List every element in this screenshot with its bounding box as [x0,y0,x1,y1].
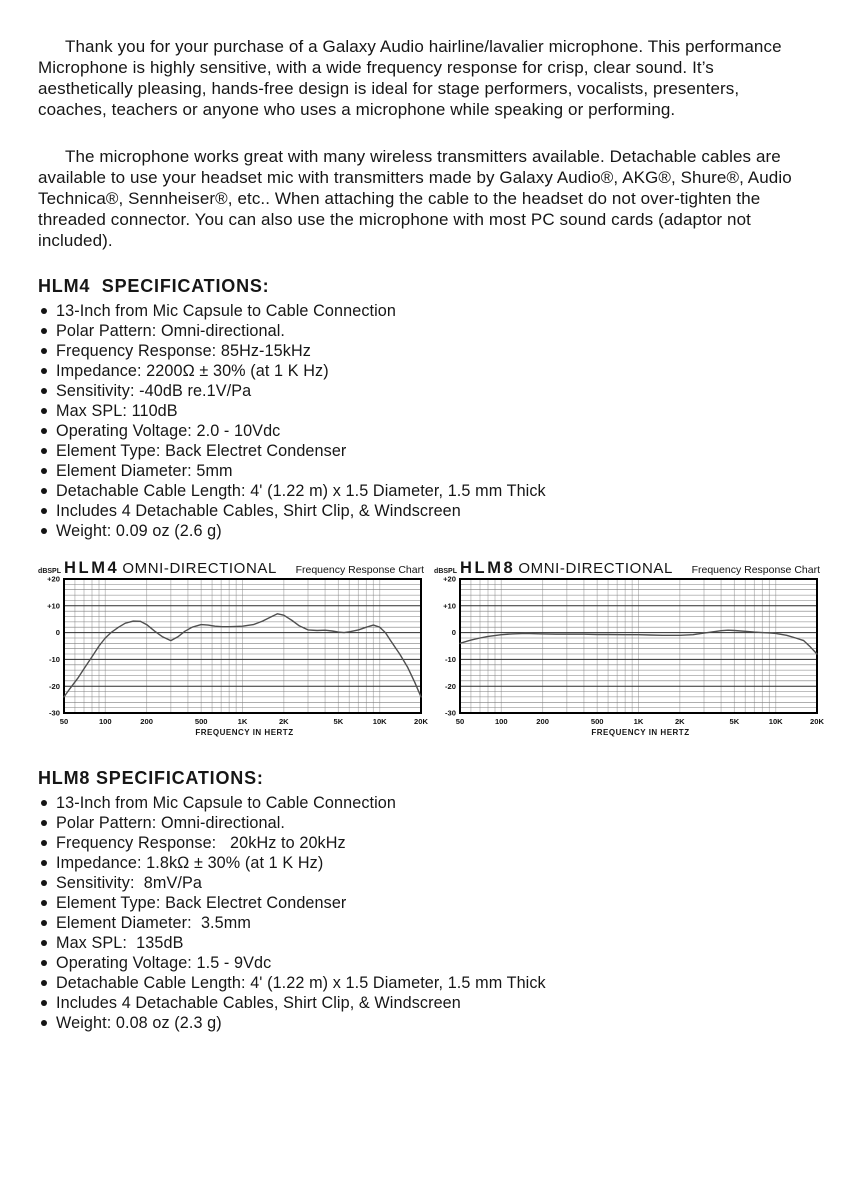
hlm4-frequency-response-chart [38,559,428,737]
y-axis-tick-label: 0 [451,628,456,638]
x-axis-tick-label: 5K [729,717,740,726]
bullet-icon [41,348,47,354]
spec-item [38,973,812,993]
spec-text: Element Diameter: 3.5mm [56,914,251,932]
bullet-icon [41,488,47,494]
spec-item [38,833,812,853]
y-axis-unit-label: dBSPL [38,568,61,575]
spec-text: 13-Inch from Mic Capsule to Cable Connection [56,794,397,812]
chart-title-right: Frequency Response Chart [295,564,424,576]
bullet-icon [41,408,47,414]
spec-item [38,873,812,893]
spec-text: Weight: 0.09 oz (2.6 g) [56,522,222,540]
y-axis-tick-label: -30 [49,708,60,718]
y-axis-tick-label: -10 [445,655,456,664]
spec-text: Includes 4 Detachable Cables, Shirt Clip, & Windscreen [56,994,461,1012]
x-axis-tick-label: 500 [194,717,208,726]
y-axis-tick-label: -10 [49,655,60,664]
spec-item [38,933,812,953]
bullet-icon [41,840,47,846]
spec-item [38,893,812,913]
spec-item [38,501,812,521]
bullet-icon [41,1000,47,1006]
x-gridlines [75,579,380,713]
bullet-icon [41,508,47,514]
x-axis-tick-label: 5K [333,717,344,726]
spec-item [38,321,812,341]
x-axis-tick-label: 100 [494,717,508,726]
y-axis-tick-label: +20 [443,574,456,584]
spec-text: Max SPL: 135dB [56,934,184,952]
spec-text: Impedance: 1.8kΩ ± 30% (at 1 K Hz) [56,854,324,872]
spec-text: Operating Voltage: 1.5 - 9Vdc [56,954,272,972]
spec-text: Element Diameter: 5mm [56,462,233,480]
spec-item [38,461,812,481]
spec-text: Max SPL: 110dB [56,402,178,420]
spec-text: Frequency Response: 85Hz-15kHz [56,342,311,360]
bullet-icon [41,448,47,454]
bullet-icon [41,820,47,826]
bullet-icon [41,900,47,906]
bullet-icon [41,328,47,334]
y-axis-tick-label: -20 [445,681,456,691]
frequency-response-plot [38,574,428,728]
x-axis-tick-label: 200 [536,717,549,726]
y-axis-tick-label: +10 [47,601,60,611]
x-axis-title: FREQUENCY IN HERTZ [591,728,690,737]
y-axis-tick-label: 0 [55,628,60,638]
x-axis-tick-label: 1K [633,717,644,726]
chart-title-model: HLM8 [460,559,516,577]
x-axis-tick-label: 1K [237,717,248,726]
spec-text: Polar Pattern: Omni-directional. [56,322,286,340]
bullet-icon [41,960,47,966]
hlm4-specifications-heading: HLM4 SPECIFICATIONS: [38,276,270,296]
hlm8-spec-list [38,793,812,1033]
x-gridlines [471,579,776,713]
x-axis-tick-label: 500 [590,717,604,726]
y-axis-unit-label: dBSPL [434,568,457,575]
y-axis-tick-label: +10 [443,601,456,611]
spec-item [38,813,812,833]
spec-text: Detachable Cable Length: 4' (1.22 m) x 1.5 Diameter, 1.5 mm Thick [56,974,546,992]
bullet-icon [41,368,47,374]
spec-item [38,401,812,421]
y-axis-tick-label: -30 [445,708,456,718]
x-axis-tick-label: 50 [59,717,69,726]
spec-text: Impedance: 2200Ω ± 30% (at 1 K Hz) [56,362,329,380]
bullet-icon [41,308,47,314]
bullet-icon [41,388,47,394]
intro-paragraph-2: The microphone works great with many wireless transmitters available. Detachable cables are available to use your headset mic with transmitters made by Galaxy Audio®, AKG®, Shure®, Audio Technica®, Sennheiser®, etc.. When attaching the cable to the headset do not over-tighten the threaded connector. You can also use the microphone with most PC sound cards (adaptor not included). [38,147,792,250]
spec-item [38,793,812,813]
spec-text: 13-Inch from Mic Capsule to Cable Connection [56,302,397,320]
spec-item [38,301,812,321]
hlm8-specifications-heading: HLM8 SPECIFICATIONS: [38,768,264,788]
x-axis-tick-label: 20K [414,717,428,726]
spec-text: Element Type: Back Electret Condenser [56,894,347,912]
x-axis-tick-label: 10K [768,717,783,726]
bullet-icon [41,940,47,946]
spec-item [38,993,812,1013]
spec-text: Polar Pattern: Omni-directional. [56,814,286,832]
y-axis-tick-label: -20 [49,681,60,691]
spec-text: Sensitivity: -40dB re.1V/Pa [56,382,252,400]
chart-header [434,559,821,576]
bullet-icon [41,468,47,474]
spec-item [38,1013,812,1033]
x-axis-tick-label: 2K [278,717,289,726]
bullet-icon [41,528,47,534]
frequency-response-plot [434,574,824,728]
x-axis-tick-label: 2K [674,717,685,726]
spec-item [38,361,812,381]
y-axis-tick-label: +20 [47,574,60,584]
spec-text: Operating Voltage: 2.0 - 10Vdc [56,422,281,440]
hlm4-spec-list [38,301,812,541]
spec-text: Weight: 0.08 oz (2.3 g) [56,1014,222,1032]
x-axis-tick-label: 50 [455,717,465,726]
intro-paragraph-1: Thank you for your purchase of a Galaxy Audio hairline/lavalier microphone. This performance Microphone is highly sensitive, with a wide frequency response for crisp, clear sound. It’s aesthetically pleasing, hands-free design is ideal for stage performers, vocalists, presenters, coaches, teachers or anyone who uses a microphone while speaking or performing. [38,37,782,119]
chart-title-pattern: OMNI-DIRECTIONAL [122,560,277,577]
bullet-icon [41,860,47,866]
charts-row [38,559,824,737]
bullet-icon [41,880,47,886]
bullet-icon [41,980,47,986]
chart-title-model: HLM4 [64,559,120,577]
bullet-icon [41,1020,47,1026]
spec-item [38,341,812,361]
spec-item [38,481,812,501]
x-axis-tick-label: 20K [810,717,824,726]
spec-text: Detachable Cable Length: 4' (1.22 m) x 1.5 Diameter, 1.5 mm Thick [56,482,546,500]
spec-text: Element Type: Back Electret Condenser [56,442,347,460]
hlm8-frequency-response-chart [434,559,824,737]
spec-item [38,953,812,973]
chart-title-right: Frequency Response Chart [691,564,820,576]
spec-text: Frequency Response: 20kHz to 20kHz [56,834,346,852]
bullet-icon [41,428,47,434]
spec-item [38,441,812,461]
bullet-icon [41,920,47,926]
x-axis-tick-label: 200 [140,717,153,726]
spec-item [38,421,812,441]
x-axis-title: FREQUENCY IN HERTZ [195,728,294,737]
spec-item [38,381,812,401]
spec-item [38,913,812,933]
spec-text: Sensitivity: 8mV/Pa [56,874,202,892]
chart-title-pattern: OMNI-DIRECTIONAL [518,560,673,577]
chart-header [38,559,425,576]
spec-item [38,853,812,873]
spec-item [38,521,812,541]
x-axis-tick-label: 10K [372,717,387,726]
x-axis-tick-label: 100 [98,717,112,726]
bullet-icon [41,800,47,806]
spec-text: Includes 4 Detachable Cables, Shirt Clip, & Windscreen [56,502,461,520]
